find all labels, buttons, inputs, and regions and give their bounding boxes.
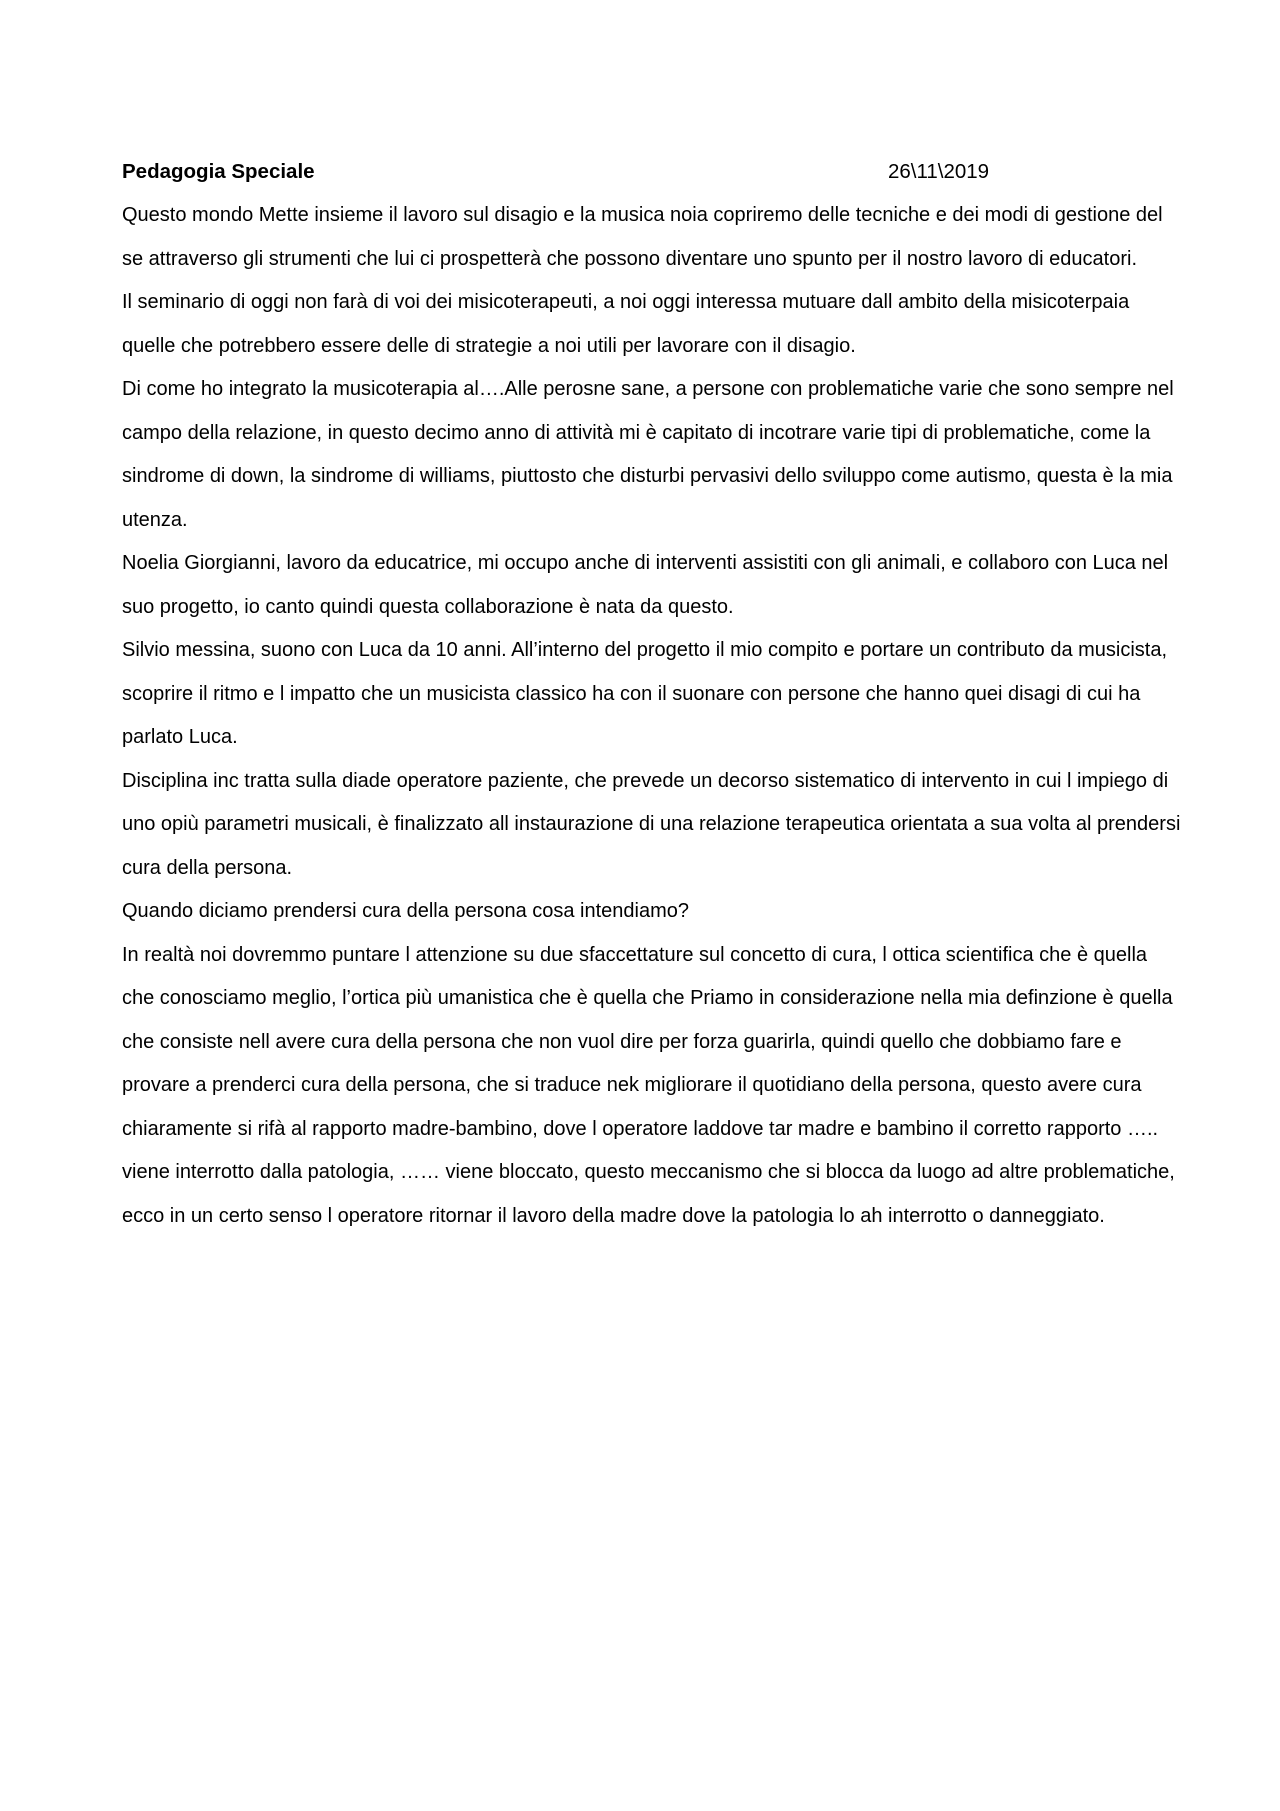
paragraph: Di come ho integrato la musicoterapia al….Alle perosne sane, a persone con problematiche varie che sono sempre nel campo della relazione, in questo decimo anno di attività mi è capitato di incotrare varie tipi di problematiche, come la sindrome di down, la sindrome di williams, piuttosto che disturbi pervasivi dello sviluppo come autismo, questa è la mia utenza.	[122, 378, 1174, 531]
paragraph: Questo mondo Mette insieme il lavoro sul disagio e la musica noia copriremo delle tecniche e dei modi di gestione del se attraverso gli strumenti che lui ci prospetterà che possono diventare uno spunto per il nostro lavoro di educatori.	[122, 204, 1163, 270]
paragraph: In realtà noi dovremmo puntare l attenzione su due sfaccettature sul concetto di cura, l ottica scientifica che è quella che conosciamo meglio, l’ortica più umanistica che è quella che Priamo in considerazione nella mia definzione è quella che consiste nell avere cura della persona che non vuol dire per forza guarirla, quindi quello che dobbiamo fare e provare a prenderci cura della persona, che si traduce nek migliorare il quotidiano della persona, questo avere cura chiaramente si rifà al rapporto madre-bambino, dove l operatore laddove tar madre e bambino il corretto rapporto ….. viene interrotto dalla patologia, …… viene bloccato, questo meccanismo che si blocca da luogo ad altre problematiche, ecco in un certo senso l operatore ritornar il lavoro della madre dove la patologia lo ah interrotto o danneggiato.	[122, 943, 1175, 1227]
paragraph: Il seminario di oggi non farà di voi dei misicoterapeuti, a noi oggi interessa mutuare dall ambito della misicoterpaia quelle che potrebbero essere delle di strategie a noi utili per lavorare con il disagio.	[122, 291, 1130, 357]
paragraph: Quando diciamo prendersi cura della persona cosa intendiamo?	[122, 900, 690, 922]
document-title: Pedagogia Speciale	[122, 160, 315, 183]
paragraph: Silvio messina, suono con Luca da 10 anni. All’interno del progetto il mio compito e portare un contributo da musicista, scoprire il ritmo e l impatto che un musicista classico ha con il suonare con persone che hanno quei disagi di cui ha parlato Luca.	[122, 639, 1168, 748]
document-body	[122, 194, 1182, 1238]
paragraph: Disciplina inc tratta sulla diade operatore paziente, che prevede un decorso sistematico di intervento in cui l impiego di uno opiù parametri musicali, è finalizzato all instaurazione di una relazione terapeutica orientata a sua volta al prendersi cura della persona.	[122, 769, 1181, 879]
document-page	[122, 150, 1182, 1238]
document-header	[122, 150, 1182, 194]
paragraph: Noelia Giorgianni, lavoro da educatrice, mi occupo anche di interventi assistiti con gli animali, e collaboro con Luca nel suo progetto, io canto quindi questa collaborazione è nata da questo.	[122, 552, 1169, 618]
document-date: 26\11\2019	[888, 160, 990, 183]
